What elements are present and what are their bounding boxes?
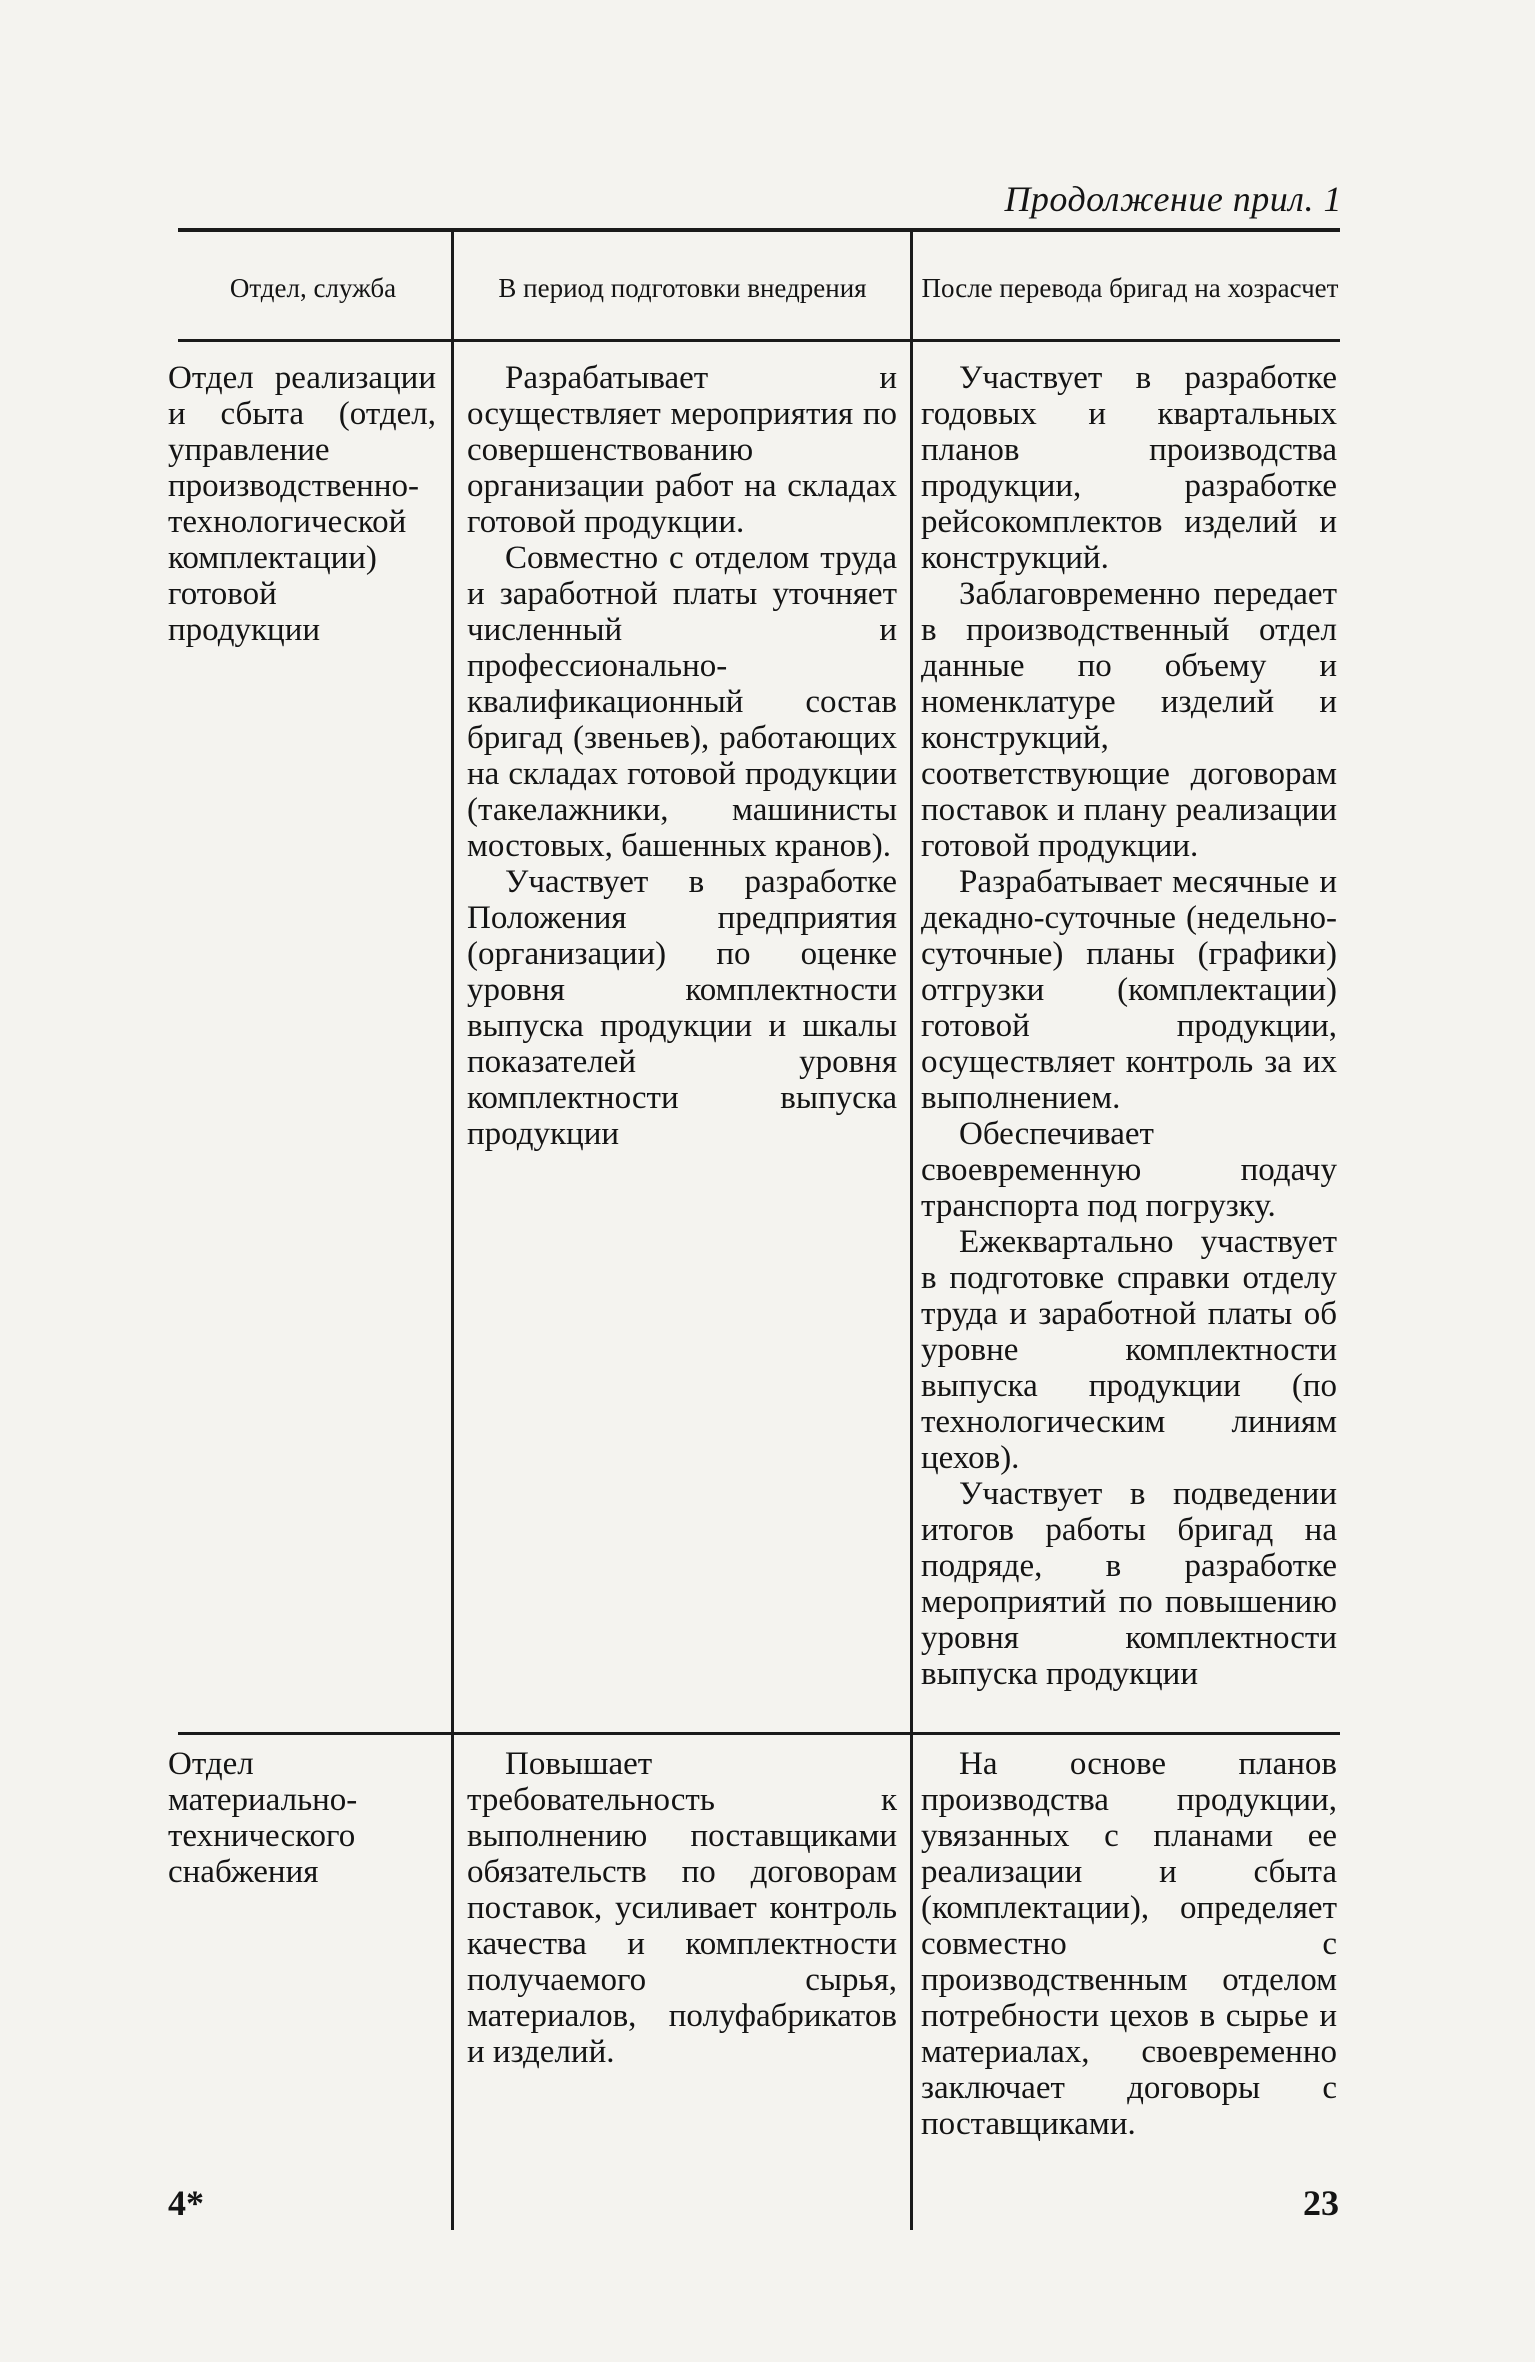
department-name: Отдел материально-технического снабжения — [168, 1746, 358, 1890]
column-divider-1 — [451, 230, 454, 2230]
paragraph: Участвует в разработке Положения предприятия (организации) по оценке уровня комплектности выпуска продукции и шкалы показателей уровня комплектности выпуска продукции — [467, 864, 897, 1152]
header-department: Отдел, служба — [229, 273, 397, 303]
paragraph: Повышает требовательность к выполнению поставщиками обязательств по договорам поставок, усиливает контроль качества и комплектности получаемого сырья, материалов, полуфабрикатов и изделий. — [467, 1746, 897, 2070]
table-row-2-after — [921, 1746, 1337, 2142]
page-number: 23 — [1303, 2183, 1339, 2223]
table-row-1-preparation — [467, 360, 897, 1152]
paragraph: Разрабатывает и осуществляет мероприятия по совершенствованию организации работ на складах готовой продукции. — [467, 360, 897, 540]
table-row-1-after — [921, 360, 1337, 1692]
row-separator-rule — [178, 1732, 1340, 1735]
paragraph: Обеспечивает своевременную подачу транспорта под погрузку. — [921, 1116, 1337, 1224]
continuation-caption: Продолжение прил. 1 — [1004, 179, 1342, 219]
header-after-transfer: После перевода бригад на хозрасчет — [921, 273, 1339, 303]
paragraph: На основе планов производства продукции, увязанных с планами ее реализации и сбыта (комплектации), определяет совместно с производственным отделом потребности цехов в сырье и материалах, своевременно заключает договоры с поставщиками. — [921, 1746, 1337, 2142]
header-preparation-period: В период подготовки внедрения — [498, 273, 867, 303]
paragraph: Совместно с отделом труда и заработной платы уточняет численный и профессионально-квалификационный состав бригад (звеньев), работающих на складах готовой продукции (такелажники, машинисты мостовых, башенных кранов). — [467, 540, 897, 864]
table-top-rule — [178, 228, 1340, 232]
signature-mark: 4* — [168, 2183, 204, 2223]
paragraph: Разрабатывает месячные и декадно-суточные (недельно-суточные) планы (графики) отгрузки (комплектации) готовой продукции, осуществляет контроль за их выполнением. — [921, 864, 1337, 1116]
paragraph: Заблаговременно передает в производственный отдел данные по объему и номенклатуре изделий и конструкций, соответствующие договорам поставок и плану реализации готовой продукции. — [921, 576, 1337, 864]
table-row-2-department — [168, 1746, 436, 1890]
paragraph: Участвует в подведении итогов работы бригад на подряде, в разработке мероприятий по повышению уровня комплектности выпуска продукции — [921, 1476, 1337, 1692]
table-row-2-preparation — [467, 1746, 897, 2070]
department-name: Отдел реализации и сбыта (отдел, управление производственно-технологической комплектации) готовой продукции — [168, 360, 436, 648]
paragraph: Ежеквартально участвует в подготовке справки отделу труда и заработной платы об уровне комплектности выпуска продукции (по технологическим линиям цехов). — [921, 1224, 1337, 1476]
header-rule — [178, 339, 1340, 342]
column-divider-2 — [910, 230, 913, 2230]
table-row-1-department — [168, 360, 436, 648]
paragraph: Участвует в разработке годовых и квартальных планов производства продукции, разработке рейсокомплектов изделий и конструкций. — [921, 360, 1337, 576]
